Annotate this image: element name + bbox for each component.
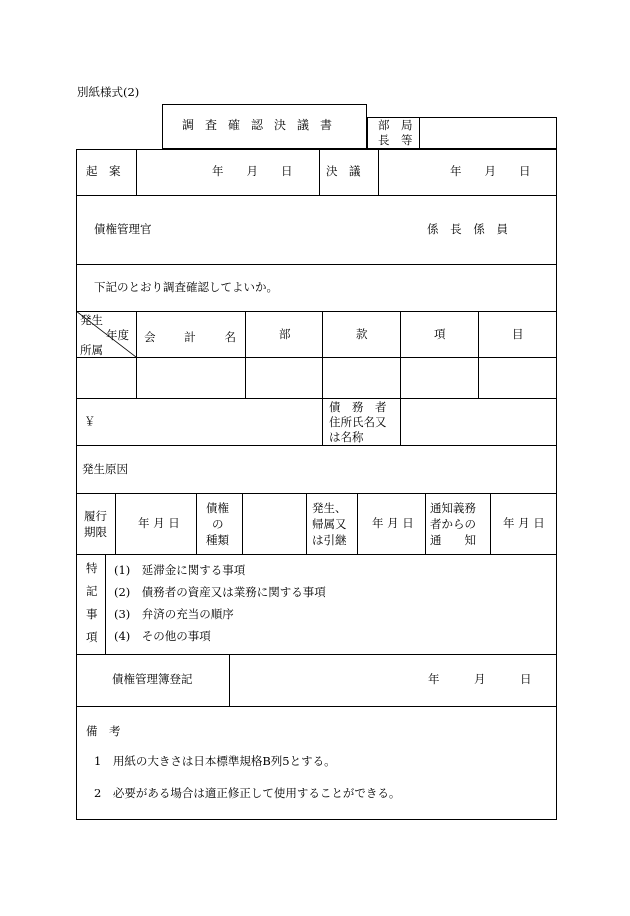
deadline-date: 年 月 日 xyxy=(138,516,180,530)
special-item: (4) その他の事項 xyxy=(114,629,211,643)
ketsugi-date: 年 月 日 xyxy=(450,164,531,178)
year-label-hassei: 発生 xyxy=(80,313,103,327)
credit-type-3: 種類 xyxy=(206,533,229,547)
form-title: 調査確認決議書 xyxy=(182,118,344,132)
debtor-label-1: 債 務 者 xyxy=(329,400,387,414)
ledger-date: 年 月 日 xyxy=(428,672,532,686)
special-item: (2) 債務者の資産又は業務に関する事項 xyxy=(114,585,326,599)
year-label-shozoku: 所属 xyxy=(80,343,103,357)
credit-type-2: の xyxy=(212,517,224,531)
origin-label-1: 発生、 xyxy=(312,501,347,515)
origin-label-2: 帰属又 xyxy=(312,517,347,531)
bu-header: 部 xyxy=(279,327,291,341)
notice-label-3: 通 知 xyxy=(430,533,476,547)
special-label-2: 記 xyxy=(86,584,98,598)
notice-label-1: 通知義務 xyxy=(430,501,476,515)
notice-label-2: 者からの xyxy=(430,517,476,531)
deadline-label-2: 期限 xyxy=(84,525,107,539)
credit-type-1: 債権 xyxy=(206,501,229,515)
prompt-text: 下記のとおり調査確認してよいか。 xyxy=(94,280,278,294)
origin-label-3: は引継 xyxy=(312,533,347,547)
kou-header: 項 xyxy=(434,327,446,341)
staff-labels: 係 長 係 員 xyxy=(427,222,508,236)
kian-date: 年 月 日 xyxy=(212,164,293,178)
form-label: 別紙様式(2) xyxy=(77,85,140,99)
debtor-label-2: 住所氏名又 xyxy=(329,415,387,429)
officer-label: 債権管理官 xyxy=(94,222,152,236)
notes-item: 2 必要がある場合は適正修正して使用することができる。 xyxy=(94,786,401,800)
ketsugi-label: 決 議 xyxy=(326,164,361,178)
origin-date: 年 月 日 xyxy=(372,516,414,530)
account-name-header: 会 計 名 xyxy=(144,330,236,344)
notice-date: 年 月 日 xyxy=(503,516,545,530)
year-label-nendo: 年度 xyxy=(106,328,129,342)
special-label-4: 項 xyxy=(86,630,98,644)
dept-head-line-1: 部 局 xyxy=(378,118,413,132)
main-form xyxy=(76,149,557,820)
ledger-label: 債権管理簿登記 xyxy=(112,672,193,686)
cause-label: 発生原因 xyxy=(82,462,128,476)
notes-item: 1 用紙の大きさは日本標準規格B列5とする。 xyxy=(94,754,336,768)
moku-header: 目 xyxy=(512,327,524,341)
notes-title: 備 考 xyxy=(86,724,121,738)
kian-label: 起 案 xyxy=(86,164,121,178)
deadline-label-1: 履行 xyxy=(84,509,107,523)
special-label-3: 事 xyxy=(86,607,98,621)
kan-header: 款 xyxy=(356,327,368,341)
special-label-1: 特 xyxy=(86,561,98,575)
special-item: (1) 延滞金に関する事項 xyxy=(114,563,246,577)
special-item: (3) 弁済の充当の順序 xyxy=(114,607,234,621)
debtor-label-3: は名称 xyxy=(329,430,364,444)
dept-head-line-2: 長 等 xyxy=(378,133,413,147)
yen-symbol: ￥ xyxy=(84,414,96,428)
